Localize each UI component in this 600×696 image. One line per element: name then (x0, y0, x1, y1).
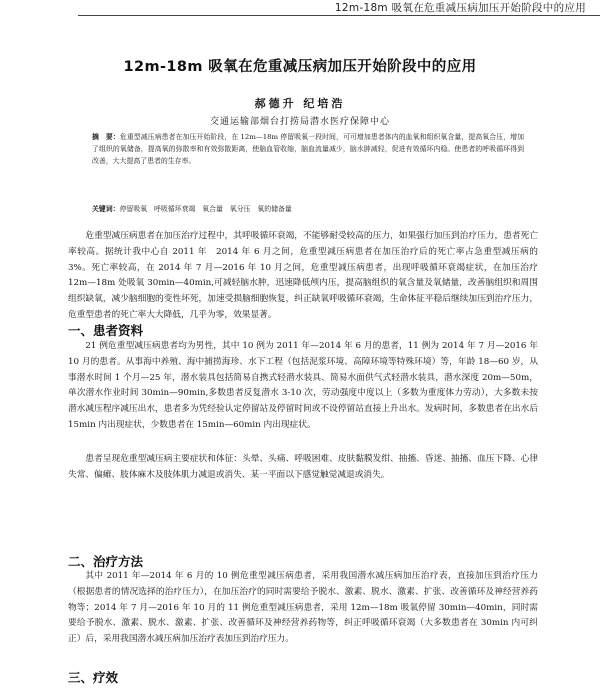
header-rule (78, 15, 600, 16)
section-heading-patients: 一、患者资料 (68, 323, 144, 338)
affiliation: 交通运输部烟台打捞局潜水医疗保障中心 (209, 117, 390, 127)
running-header: 12m-18m 吸氧在危重减压病加压开始阶段中的应用 (334, 2, 586, 14)
paper-title: 12m-18m 吸氧在危重减压病加压开始阶段中的应用 (123, 59, 477, 75)
section1-paragraph-1: 21 例危重型减压病患者均为男性，其中 10 例为 2011 年—2014 年 6 月的患者，11 例为 2014 年 7 月—2016 年 10 月的患者。从事海中养殖、海中捕捞海珍、水下工程（包括泥浆环境、高障环境等特殊环境）等，年龄 18—60 岁，从事潜水时间 1 个月—25 年，潜水装具包括简易自携式轻潜水装具、简易水面供气式轻潜水装具，潜水深度 20m—50m，单次潜水作业时间 30min—90min,多数患者反复潜水 3-10 次，劳动强度中度以上（多数为重度体力劳动），大多数未按潜水减压程序减压出水，患者多为凭经验认定停留站及停留时间或不设停留站直接上升出水。发病时间，多数患者在出水后 15min 内出现症状，少数患者在 15min—60min 内出现症状。 (68, 341, 538, 430)
abstract-label: 摘 要： (92, 133, 120, 141)
abstract (92, 131, 524, 167)
authors: 郝德升 纪培浩 (254, 97, 346, 110)
section-heading-efficacy: 三、疗效 (68, 670, 119, 685)
abstract-text: 危重型减压病患者在加压开始阶段，在 12m—18m 停留吸氧一段时间，可可增加患者体内的血氧和组织氧含量，提高氧合压，增加了组织的氧储备，提高氧的弥散率和有效弥散距离，使脑血管收缩，脑血流量减少，脑水肿减轻，促进有效循环内稳。使患者的呼吸循环得到改善，大大提高了患者的生存率。 (92, 133, 525, 165)
section-heading-treatment: 二、治疗方法 (68, 554, 144, 569)
keywords (92, 203, 524, 215)
keywords-label: 关键词： (92, 205, 120, 213)
intro-paragraph: 危重型减压病患者在加压治疗过程中，其呼吸循环衰竭，不能够耐受较高的压力，如果强行加压到治疗压力，患者死亡率较高。据统计我中心自 2011 年 2014 年 6 月之间，危重型减压病患者在加压治疗后的死亡率占急重型减压病的 3%。死亡率较高，在 2014 年 7 月—2016 年 10 月之间，危重型减压病患者，出现呼吸循环衰竭症状，在加压治疗 12m—18m 处吸氧 30min—40min,可减轻脑水肿，迅速降低颅内压，提高脑组织的氧含量及氧储量，改善脑组织和周围组织缺氧，减少脑细胞的变性坏死，加速受损脑细胞恢复，纠正缺氧呼吸循环衰竭，生命体征平稳后继续加压到治疗压力，危重型患者的死亡率大大降低，几乎为零，效果显著。 (68, 231, 538, 320)
section2-paragraph: 其中 2011 年—2014 年 6 月的 10 例危重型减压病患者，采用我国潜水减压病加压治疗表，直接加压到治疗压力（根据患者的情况选择的治疗压力），在加压治疗的同时需要给予脱水、激素、脱水、激素、扩张、改善循环及神经营养药物等；2014 年 7 月—2016 年 10 月的 11 例危重型减压病患者，采用 12m—18m 吸氧停留 30min—40min，同时需要给予脱水、激素、脱水、激素、扩张、改善循环及神经营养药物等，纠正呼吸循环衰竭（大多数患者在 30min 内可纠正）后，采用我国潜水减压病加压治疗表加压到治疗压力。 (68, 571, 538, 645)
keywords-text: 停留吸氧 呼吸循环衰竭 氧合量 氧分压 氧的储备量 (119, 205, 292, 213)
section1-paragraph-2: 患者呈现危重型减压病主要症状和体征：头晕、头痛、呼吸困难、皮肤黏膜发绀、抽搐、昏迷、抽搐、血压下降、心律失常、偏瘫、肢体麻木及肢体肌力减退或消失、某一平面以下感觉触觉减退或消失。 (68, 454, 538, 480)
